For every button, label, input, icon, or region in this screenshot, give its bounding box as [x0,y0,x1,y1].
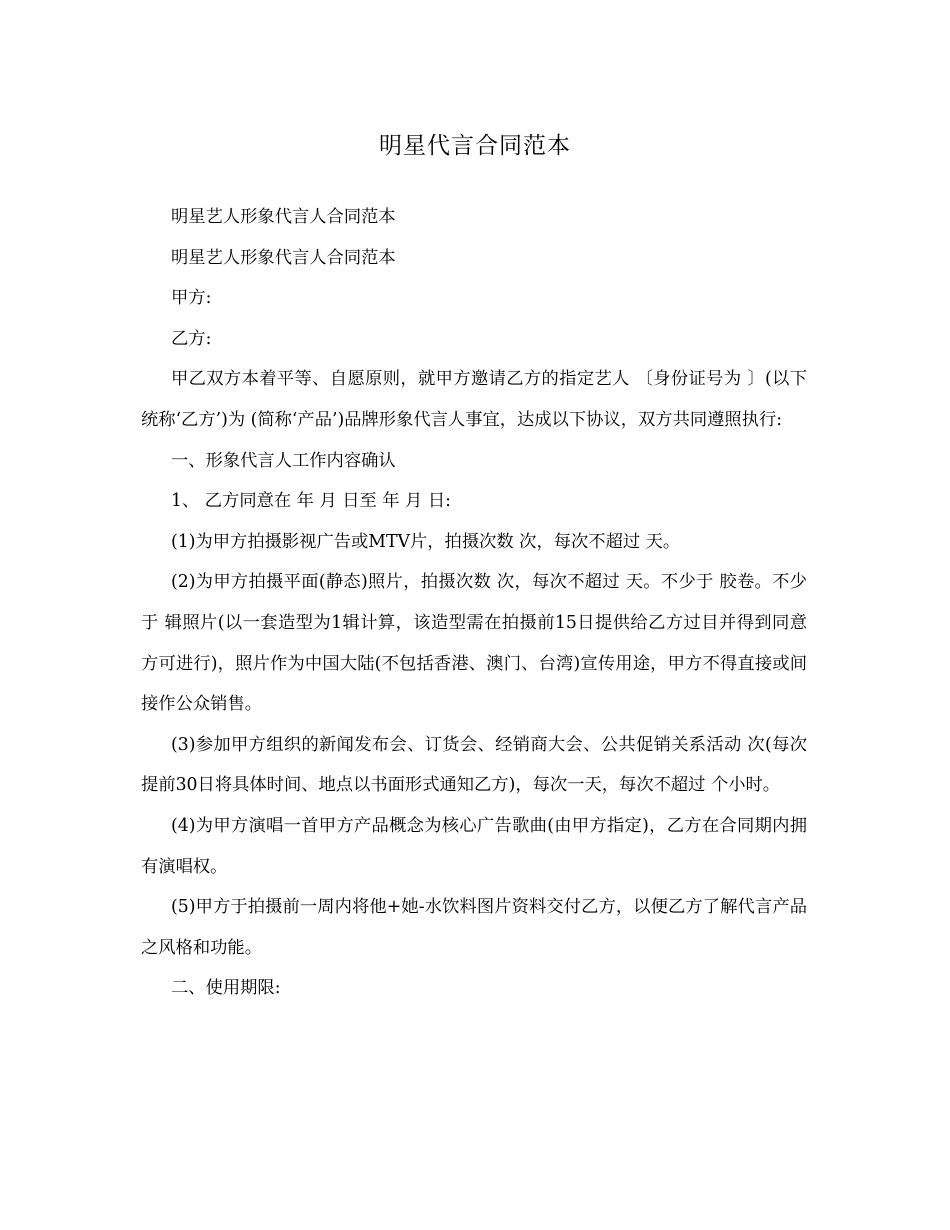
clause-1-item-4: (4)为甲方演唱一首甲方产品概念为核心广告歌曲(由甲方指定)，乙方在合同期内拥有演唱权。 [141,815,807,877]
party-b-line: 乙方: [171,328,212,349]
clause-1-item-5: (5)甲方于拍摄前一周内将他+她-水饮料图片资料交付乙方，以便乙方了解代言产品之风格和功能。 [141,897,807,958]
clause-1: 1、 乙方同意在 年 月 日至 年 月 日: [171,491,451,512]
section-heading-2: 二、使用期限: [171,978,281,999]
paragraph-subtitle-1: 明星艺人形象代言人合同范本 [171,207,396,227]
clause-1-item-3: (3)参加甲方组织的新闻发布会、订货会、经销商大会、公共促销关系活动 次(每次提前30日将具体时间、地点以书面形式通知乙方)，每次一天，每次不超过 个小时。 [141,734,807,796]
clause-1-item-2: (2)为甲方拍摄平面(静态)照片，拍摄次数 次，每次不超过 天。不少于 胶卷。不少于 辑照片(以一套造型为1辑计算，该造型需在拍摄前15日提供给乙方过目并得到同意方可进行)，照片作为中国大陆(不包括香港、澳门、台湾)宣传用途，甲方不得直接或间接作公众销售。 [141,572,807,715]
clause-1-item-1: (1)为甲方拍摄影视广告或MTV片，拍摄次数 次，每次不超过 天。 [171,531,681,552]
document-body [141,197,807,1009]
section-heading-1: 一、形象代言人工作内容确认 [171,450,396,471]
party-a-line: 甲方: [171,288,212,309]
preamble-paragraph: 甲乙双方本着平等、自愿原则，就甲方邀请乙方的指定艺人 〔身份证号为 〕(以下统称‘乙方’)为 (简称‘产品’)品牌形象代言人事宜，达成以下协议，双方共同遵照执行: [141,369,807,430]
paragraph-subtitle-2: 明星艺人形象代言人合同范本 [171,247,396,268]
document-title: 明星代言合同范本 [379,133,571,159]
